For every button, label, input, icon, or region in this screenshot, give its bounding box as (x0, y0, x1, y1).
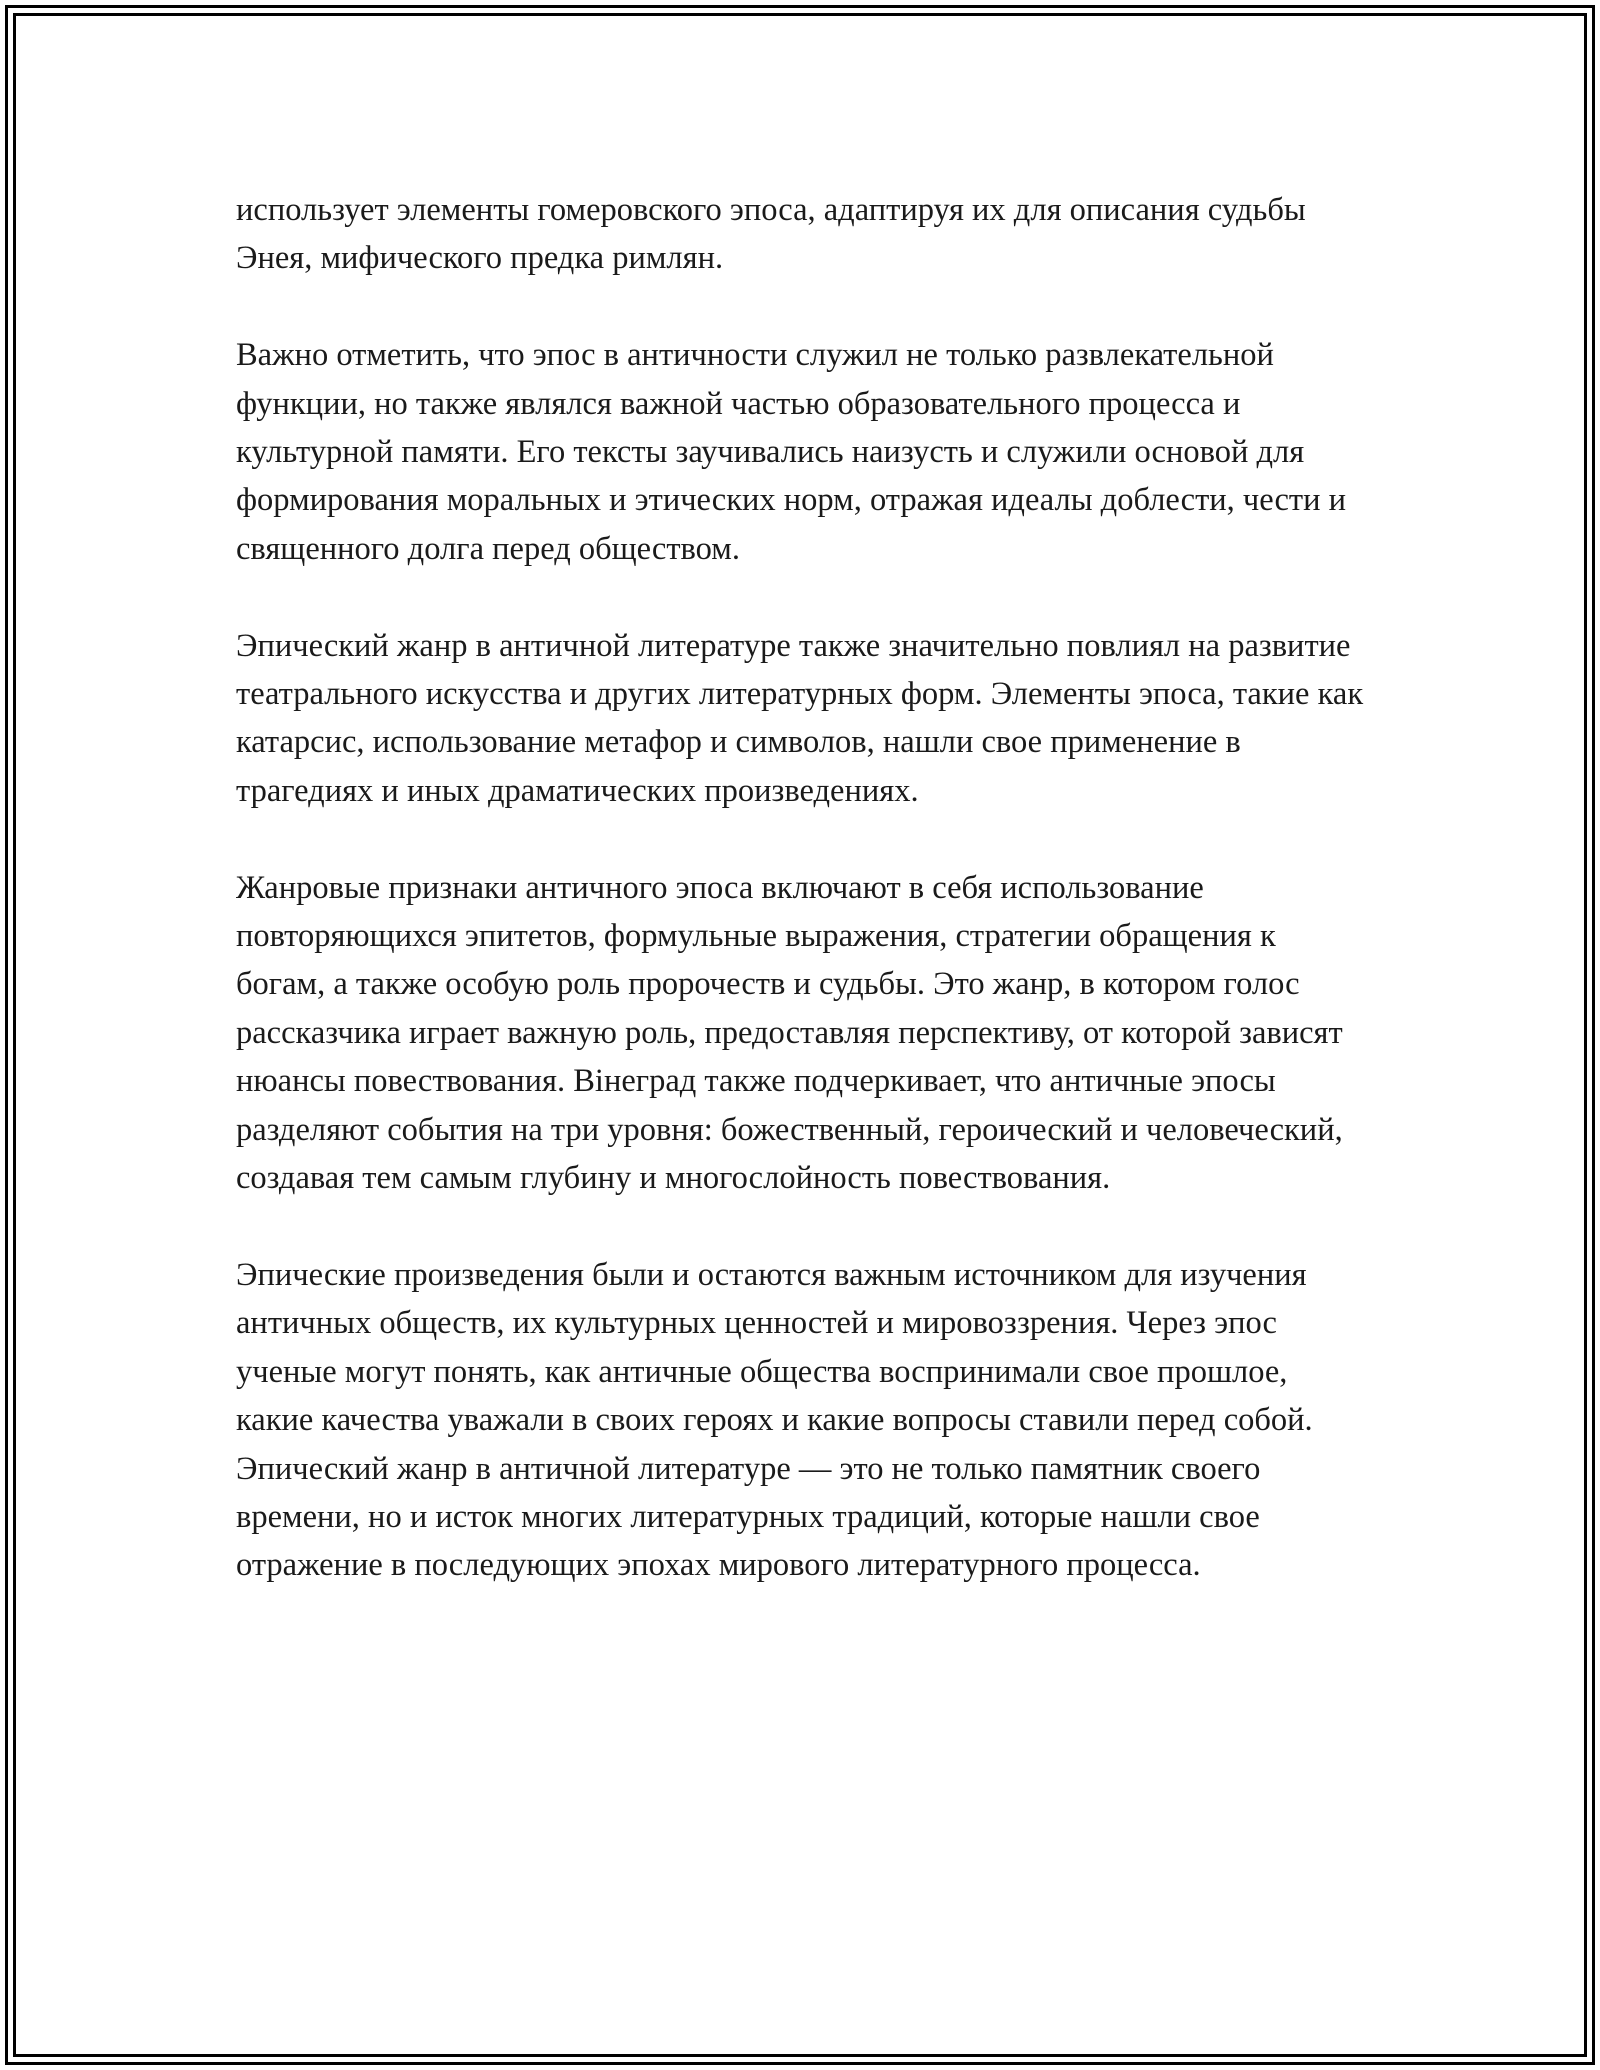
paragraph-5: Эпические произведения были и остаются важным источником для изучения античных обществ, их культурных ценностей и мировоззрения. Через эпос ученые могут понять, как античные общества воспринимали свое прошлое, какие качества уважали в своих героях и какие вопросы ставили перед собой. Эпический жанр в античной литературе — это не только памятник своего времени, но и исток многих литературных традиций, которые нашли свое отражение в последующих эпохах мирового литературного процесса. (236, 1256, 1313, 1584)
paragraph-2: Важно отметить, что эпос в античности служил не только развлекательной функции, но также являлся важной частью образовательного процесса и культурной памяти. Его тексты заучивались наизусть и служили основой для формирования моральных и этических норм, отражая идеалы доблести, чести и священного долга перед обществом. (236, 337, 1347, 567)
paragraph-4: Жанровые признаки античного эпоса включают в себя использование повторяющихся эпитетов, формульные выражения, стратегии обращения к богам, а также особую роль пророчеств и судьбы. Это жанр, в котором голос рассказчика играет важную роль, предоставляя перспективу, от которой зависят нюансы повествования. Вінеград также подчеркивает, что античные эпосы разделяют события на три уровня: божественный, героический и человеческий, создавая тем самым глубину и многослойность повествования. (236, 869, 1343, 1197)
paragraph-3: Эпический жанр в античной литературе также значительно повлиял на развитие театрального искусства и других литературных форм. Элементы эпоса, такие как катарсис, использование метафор и символов, нашли свое применение в трагедиях и иных драматических произведениях. (236, 627, 1364, 809)
paragraph-1: использует элементы гомеровского эпоса, адаптируя их для описания судьбы Энея, мифического предка римлян. (236, 192, 1306, 277)
document-body (236, 186, 1366, 1590)
